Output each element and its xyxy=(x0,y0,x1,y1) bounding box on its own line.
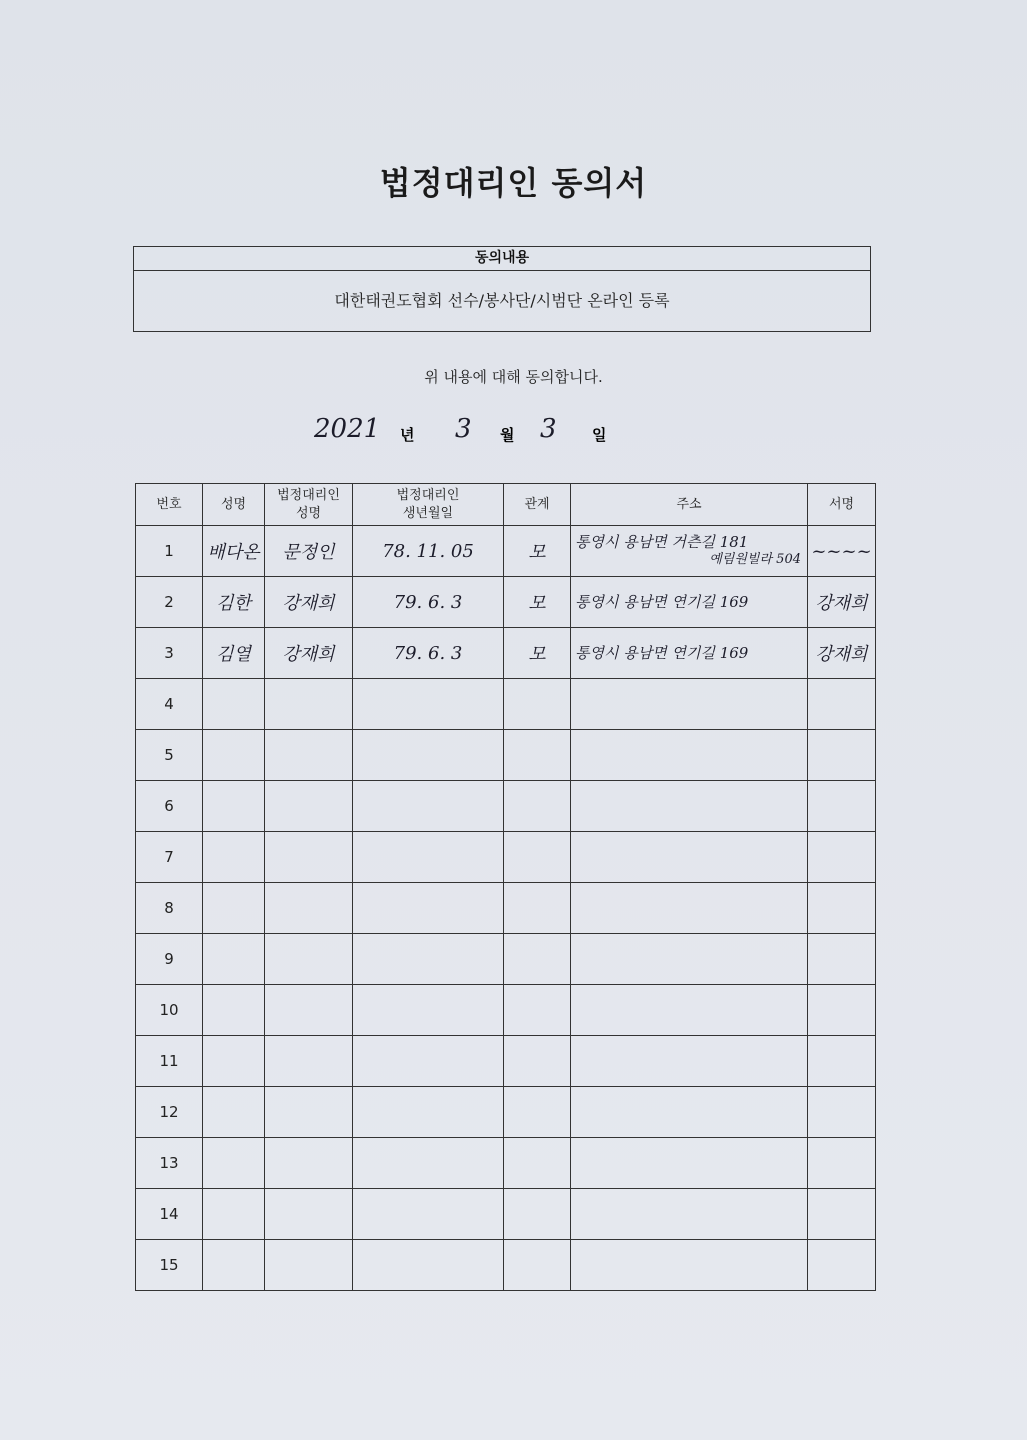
table-row xyxy=(136,985,876,1036)
table-row xyxy=(136,934,876,985)
guardian-table xyxy=(135,483,876,1291)
row-no-text: 7 xyxy=(164,848,174,866)
row-signature-text: 강재희 xyxy=(815,593,868,614)
date-day: 3 xyxy=(540,414,557,444)
row-signature xyxy=(808,985,876,1036)
row-signature xyxy=(808,1138,876,1189)
row-relation xyxy=(504,730,571,781)
row-address xyxy=(571,1189,808,1240)
row-address xyxy=(571,832,808,883)
row-name xyxy=(203,730,265,781)
row-guardian-name xyxy=(265,1087,353,1138)
header-guardian-name xyxy=(265,484,353,526)
row-guardian-birth xyxy=(353,1087,504,1138)
row-no-text: 15 xyxy=(159,1256,179,1274)
consent-body: 대한태권도협회 선수/봉사단/시범단 온라인 등록 xyxy=(334,291,670,310)
date-day-unit: 일 xyxy=(592,426,607,444)
row-relation xyxy=(504,1138,571,1189)
row-relation xyxy=(504,781,571,832)
row-name xyxy=(203,679,265,730)
row-relation-text: 모 xyxy=(528,542,546,563)
row-relation xyxy=(504,832,571,883)
row-address xyxy=(571,883,808,934)
row-no xyxy=(136,577,203,628)
row-signature xyxy=(808,883,876,934)
row-address-text: 통영시 용남면 거츤길 181 xyxy=(575,533,749,551)
row-name xyxy=(203,1138,265,1189)
row-guardian-birth xyxy=(353,1138,504,1189)
row-signature xyxy=(808,730,876,781)
row-name xyxy=(203,577,265,628)
row-address xyxy=(571,730,808,781)
row-guardian-birth xyxy=(353,679,504,730)
row-name xyxy=(203,883,265,934)
row-no-text: 4 xyxy=(164,695,174,713)
row-address xyxy=(571,934,808,985)
row-address xyxy=(571,1036,808,1087)
row-no xyxy=(136,628,203,679)
row-guardian-name xyxy=(265,526,353,577)
row-guardian-name xyxy=(265,1138,353,1189)
row-address xyxy=(571,1240,808,1291)
row-guardian-birth-text: 79. 6. 3 xyxy=(393,591,463,613)
row-name xyxy=(203,628,265,679)
row-relation xyxy=(504,883,571,934)
date-year: 2021 xyxy=(314,414,381,444)
row-relation xyxy=(504,679,571,730)
row-no-text: 14 xyxy=(159,1205,179,1223)
header-guardian-birth-line1: 법정대리인 xyxy=(396,487,460,503)
row-guardian-name-text: 문정인 xyxy=(282,542,335,563)
header-guardian-birth-line2: 생년월일 xyxy=(402,505,454,521)
row-address-line2-text: 예림원빌라 504 xyxy=(709,552,801,567)
row-guardian-birth-text: 78. 11. 05 xyxy=(382,540,474,562)
table-row xyxy=(136,1240,876,1291)
row-no xyxy=(136,679,203,730)
row-signature xyxy=(808,934,876,985)
row-guardian-birth xyxy=(353,577,504,628)
row-name xyxy=(203,1189,265,1240)
row-relation xyxy=(504,526,571,577)
row-name xyxy=(203,985,265,1036)
table-row xyxy=(136,1036,876,1087)
row-address xyxy=(571,628,808,679)
date-month-unit: 월 xyxy=(500,426,515,444)
header-relation: 관계 xyxy=(504,484,571,526)
row-guardian-name xyxy=(265,934,353,985)
row-signature xyxy=(808,628,876,679)
row-no xyxy=(136,1036,203,1087)
row-no-text: 9 xyxy=(164,950,174,968)
row-guardian-birth xyxy=(353,526,504,577)
row-name xyxy=(203,1036,265,1087)
row-name xyxy=(203,1087,265,1138)
row-relation xyxy=(504,628,571,679)
row-no xyxy=(136,781,203,832)
row-address xyxy=(571,526,808,577)
row-no xyxy=(136,832,203,883)
row-guardian-name xyxy=(265,883,353,934)
row-guardian-birth xyxy=(353,1036,504,1087)
row-relation-text: 모 xyxy=(528,644,546,665)
row-no-text: 10 xyxy=(159,1001,179,1019)
row-signature xyxy=(808,1189,876,1240)
row-guardian-birth xyxy=(353,628,504,679)
row-guardian-birth xyxy=(353,730,504,781)
row-guardian-name-text: 강재희 xyxy=(282,644,335,665)
row-guardian-name xyxy=(265,1036,353,1087)
date-year-unit: 년 xyxy=(400,426,415,444)
row-relation xyxy=(504,985,571,1036)
row-guardian-name xyxy=(265,628,353,679)
table-row xyxy=(136,1087,876,1138)
row-name xyxy=(203,934,265,985)
row-relation xyxy=(504,1087,571,1138)
table-row xyxy=(136,1189,876,1240)
date-line xyxy=(300,414,700,454)
row-no-text: 5 xyxy=(164,746,174,764)
row-guardian-birth xyxy=(353,1189,504,1240)
row-guardian-name xyxy=(265,832,353,883)
table-row xyxy=(136,628,876,679)
row-name xyxy=(203,526,265,577)
row-signature xyxy=(808,526,876,577)
row-signature-text: ~~~~ xyxy=(811,540,872,562)
header-name: 성명 xyxy=(203,484,265,526)
row-guardian-name xyxy=(265,679,353,730)
row-address xyxy=(571,985,808,1036)
row-signature xyxy=(808,1240,876,1291)
table-row xyxy=(136,1138,876,1189)
row-no xyxy=(136,1240,203,1291)
row-address xyxy=(571,577,808,628)
row-guardian-name xyxy=(265,781,353,832)
row-name-text: 김열 xyxy=(216,644,251,665)
agree-statement: 위 내용에 대해 동의합니다. xyxy=(424,368,603,386)
row-no xyxy=(136,1189,203,1240)
row-relation xyxy=(504,934,571,985)
row-guardian-birth xyxy=(353,934,504,985)
row-guardian-birth xyxy=(353,1240,504,1291)
row-address xyxy=(571,1138,808,1189)
row-no-text: 12 xyxy=(159,1103,179,1121)
row-no xyxy=(136,883,203,934)
row-no xyxy=(136,730,203,781)
row-guardian-birth xyxy=(353,781,504,832)
row-guardian-name xyxy=(265,1240,353,1291)
header-address: 주소 xyxy=(571,484,808,526)
table-row xyxy=(136,832,876,883)
date-month: 3 xyxy=(455,414,472,444)
table-row xyxy=(136,730,876,781)
row-name xyxy=(203,832,265,883)
row-relation-text: 모 xyxy=(528,593,546,614)
row-no-text: 6 xyxy=(164,797,174,815)
row-guardian-birth xyxy=(353,985,504,1036)
row-name xyxy=(203,1240,265,1291)
table-row xyxy=(136,679,876,730)
row-guardian-name xyxy=(265,985,353,1036)
row-name xyxy=(203,781,265,832)
row-no-text: 11 xyxy=(159,1052,179,1070)
row-relation xyxy=(504,577,571,628)
row-signature xyxy=(808,832,876,883)
row-no xyxy=(136,526,203,577)
row-signature xyxy=(808,1036,876,1087)
row-address xyxy=(571,781,808,832)
row-no-text: 8 xyxy=(164,899,174,917)
row-signature-text: 강재희 xyxy=(815,644,868,665)
row-address xyxy=(571,679,808,730)
row-guardian-name-text: 강재희 xyxy=(282,593,335,614)
page-title: 법정대리인 동의서 xyxy=(379,164,648,202)
row-relation xyxy=(504,1189,571,1240)
row-no-text: 3 xyxy=(164,644,174,662)
row-address-text: 통영시 용남면 연기길 169 xyxy=(575,593,749,611)
row-address xyxy=(571,1087,808,1138)
header-guardian-name-line2: 성명 xyxy=(295,505,322,521)
header-signature: 서명 xyxy=(808,484,876,526)
row-guardian-birth-text: 79. 6. 3 xyxy=(393,642,463,664)
row-name-text: 김한 xyxy=(216,593,251,614)
row-no-text: 13 xyxy=(159,1154,179,1172)
row-name-text: 배다온 xyxy=(207,542,260,563)
table-row xyxy=(136,781,876,832)
consent-header: 동의내용 xyxy=(134,247,870,271)
row-no xyxy=(136,934,203,985)
row-signature xyxy=(808,577,876,628)
row-no xyxy=(136,1087,203,1138)
row-guardian-name xyxy=(265,1189,353,1240)
row-relation xyxy=(504,1240,571,1291)
row-signature xyxy=(808,679,876,730)
row-guardian-birth xyxy=(353,832,504,883)
table-header-row xyxy=(136,484,876,526)
row-signature xyxy=(808,1087,876,1138)
row-guardian-name xyxy=(265,730,353,781)
row-no-text: 1 xyxy=(164,542,174,560)
row-no xyxy=(136,985,203,1036)
header-guardian-name-line1: 법정대리인 xyxy=(277,487,340,503)
row-address-text: 통영시 용남면 연기길 169 xyxy=(575,644,749,662)
table-row xyxy=(136,526,876,577)
consent-box xyxy=(133,246,871,332)
row-relation xyxy=(504,1036,571,1087)
header-no: 번호 xyxy=(136,484,203,526)
row-no xyxy=(136,1138,203,1189)
row-guardian-birth xyxy=(353,883,504,934)
table-row xyxy=(136,883,876,934)
row-guardian-name xyxy=(265,577,353,628)
row-signature xyxy=(808,781,876,832)
row-no-text: 2 xyxy=(164,593,174,611)
header-guardian-birth xyxy=(353,484,504,526)
table-row xyxy=(136,577,876,628)
